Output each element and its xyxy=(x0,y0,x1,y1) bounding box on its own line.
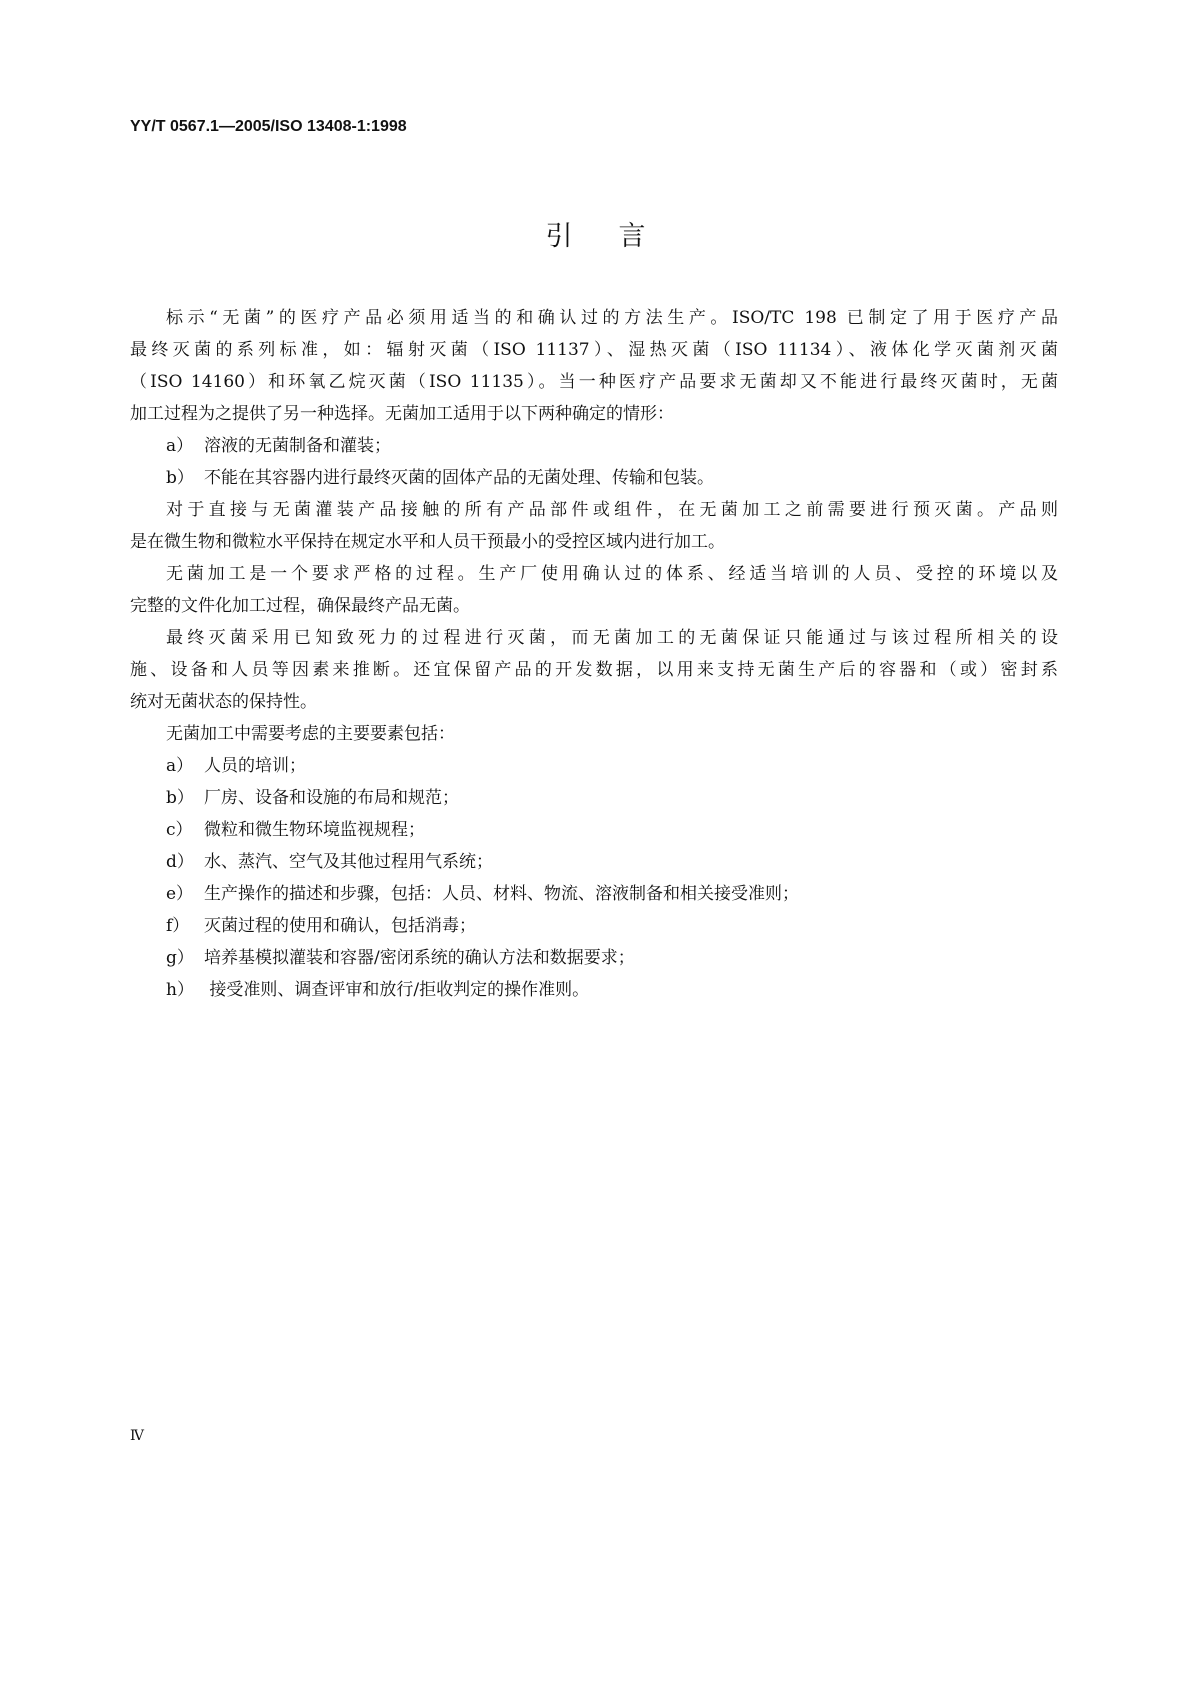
list-item-text: 微粒和微生物环境监视规程； xyxy=(204,820,425,840)
list-item-text: 水、蒸汽、空气及其他过程用气系统； xyxy=(204,852,493,872)
list-item xyxy=(130,878,1058,910)
paragraph-line: 施、设备和人员等因素来推断。还宜保留产品的开发数据，以用来支持无菌生产后的容器和（或）密封系 xyxy=(130,660,1058,680)
list-item-text: 生产操作的描述和步骤，包括：人员、材料、物流、溶液制备和相关接受准则； xyxy=(204,884,799,904)
list-item-label: a） xyxy=(166,436,194,456)
paragraph xyxy=(130,718,1058,750)
paragraph xyxy=(130,494,1058,558)
paragraph-line: 统对无菌状态的保持性。 xyxy=(130,692,317,712)
list-item xyxy=(130,430,1058,462)
list-item-label: d） xyxy=(166,852,194,872)
page-title: 引言 xyxy=(545,221,692,252)
list-item-text: 接受准则、调查评审和放行/拒收判定的操作准则。 xyxy=(204,980,590,1000)
paragraph xyxy=(130,622,1058,718)
paragraph-line: （ISO 14160）和环氧乙烷灭菌（ISO 11135）。当一种医疗产品要求无菌却又不能进行最终灭菌时，无菌 xyxy=(130,372,1058,392)
paragraph-line: 加工过程为之提供了另一种选择。无菌加工适用于以下两种确定的情形： xyxy=(130,404,674,424)
paragraph-line: 对于直接与无菌灌装产品接触的所有产品部件或组件，在无菌加工之前需要进行预灭菌。产品则 xyxy=(166,500,1058,520)
list-item xyxy=(130,942,1058,974)
list-item-text: 溶液的无菌制备和灌装； xyxy=(204,436,391,456)
list-item-label: g） xyxy=(166,948,194,968)
paragraph-line: 无菌加工中需要考虑的主要要素包括： xyxy=(166,724,455,744)
list-item-label: e） xyxy=(166,884,194,904)
list-item-text: 不能在其容器内进行最终灭菌的固体产品的无菌处理、传输和包装。 xyxy=(204,468,714,488)
list-item-label: b） xyxy=(166,788,194,808)
paragraph xyxy=(130,558,1058,622)
list-item xyxy=(130,462,1058,494)
paragraph-line: 最终灭菌的系列标准，如：辐射灭菌（ISO 11137）、湿热灭菌（ISO 11134）、液体化学灭菌剂灭菌 xyxy=(130,340,1058,360)
paragraph xyxy=(130,302,1058,430)
paragraph-line: 标示“无菌”的医疗产品必须用适当的和确认过的方法生产。ISO/TC 198 已制定了用于医疗产品 xyxy=(166,308,1058,328)
list-item xyxy=(130,910,1058,942)
list-item xyxy=(130,750,1058,782)
document-body xyxy=(130,302,1058,1006)
list-item-label: b） xyxy=(166,468,194,488)
list-item xyxy=(130,846,1058,878)
standard-number-header: YY/T 0567.1—2005/ISO 13408-1:1998 xyxy=(130,118,407,135)
list-item xyxy=(130,782,1058,814)
paragraph-line: 最终灭菌采用已知致死力的过程进行灭菌，而无菌加工的无菌保证只能通过与该过程所相关的设 xyxy=(166,628,1058,648)
list-item xyxy=(130,974,1058,1006)
list-item-label: f） xyxy=(166,916,190,936)
list-item-label: c） xyxy=(166,820,193,840)
list-item xyxy=(130,814,1058,846)
paragraph-line: 完整的文件化加工过程，确保最终产品无菌。 xyxy=(130,596,470,616)
list-item-text: 培养基模拟灌装和容器/密闭系统的确认方法和数据要求； xyxy=(204,948,635,968)
list-item-label: h） xyxy=(166,980,194,1000)
list-item-text: 厂房、设备和设施的布局和规范； xyxy=(204,788,459,808)
list-item-label: a） xyxy=(166,756,194,776)
list-item-text: 人员的培训； xyxy=(204,756,306,776)
paragraph-line: 是在微生物和微粒水平保持在规定水平和人员干预最小的受控区域内进行加工。 xyxy=(130,532,725,552)
paragraph-line: 无菌加工是一个要求严格的过程。生产厂使用确认过的体系、经适当培训的人员、受控的环境以及 xyxy=(166,564,1058,584)
list-item-text: 灭菌过程的使用和确认，包括消毒； xyxy=(204,916,476,936)
page-number: Ⅳ xyxy=(130,1428,144,1444)
